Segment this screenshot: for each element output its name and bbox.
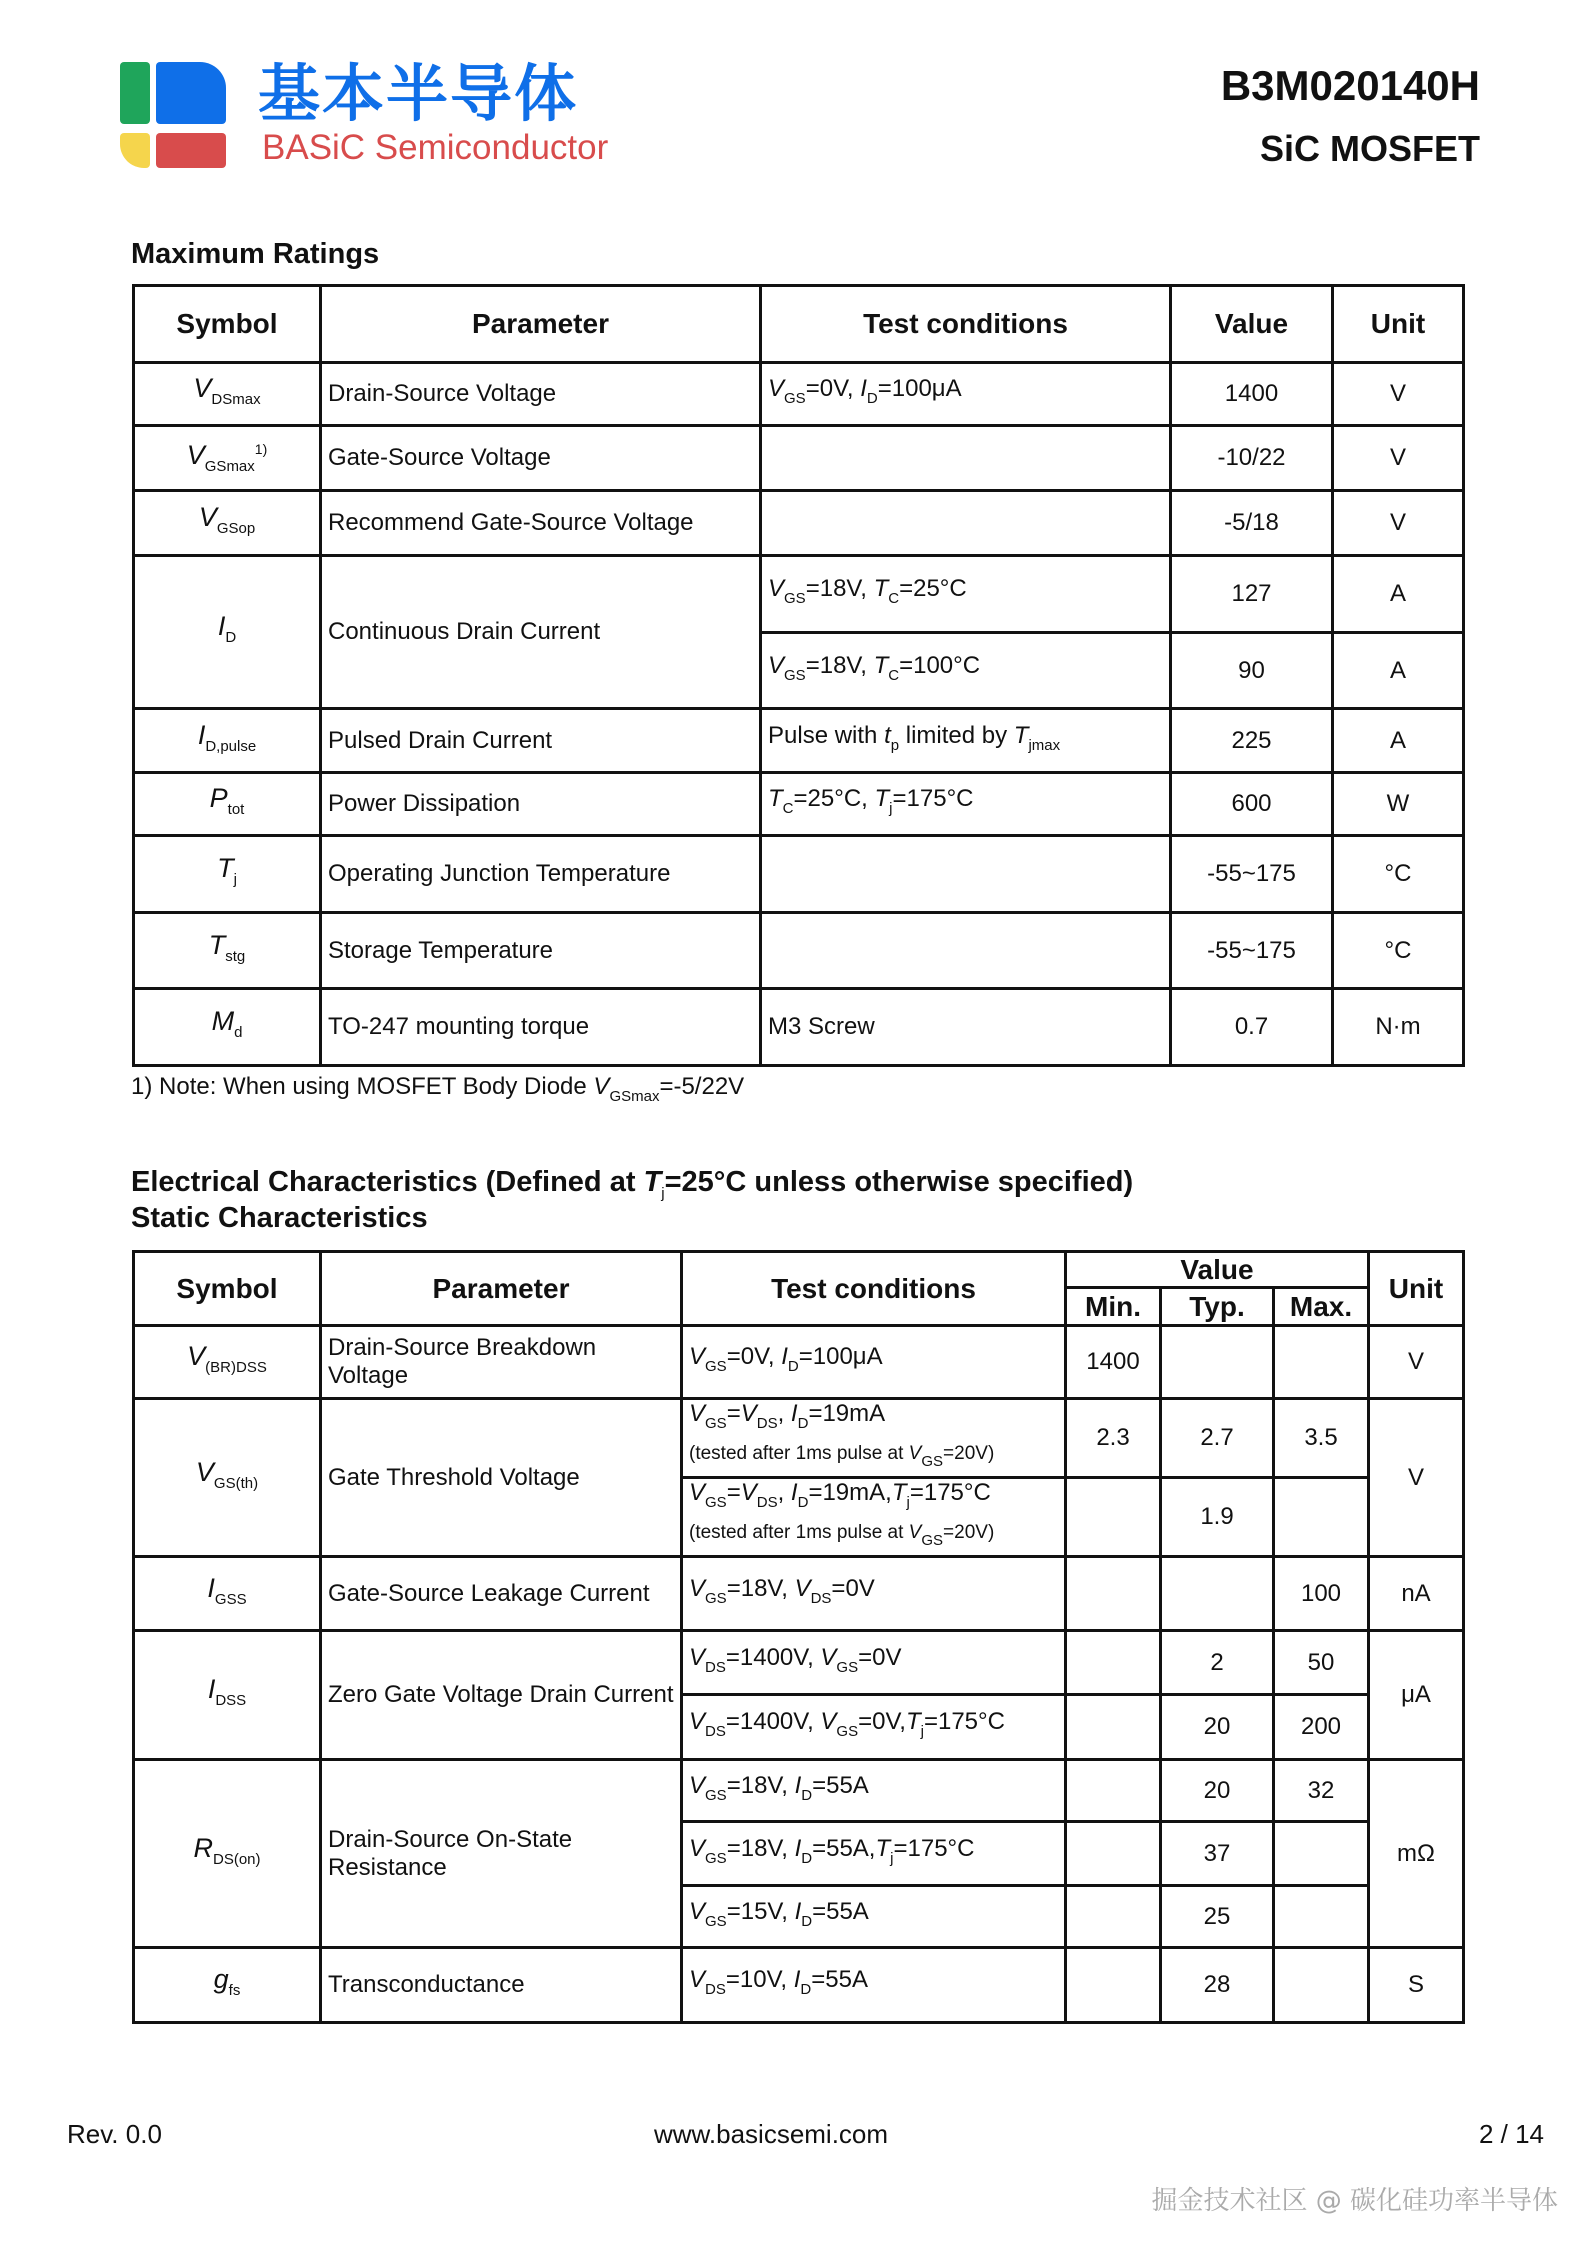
table-row bbox=[134, 773, 1464, 836]
unit-cell: °C bbox=[1333, 913, 1464, 989]
symbol-cell: $V_{GSmax}^{1)}$ bbox=[134, 426, 321, 491]
conditions-cell: $V_{GS}=0V$, $I_D=100\mu A$ bbox=[682, 1326, 1066, 1399]
parameter-cell: TO-247 mounting torque bbox=[321, 989, 761, 1066]
symbol-cell: $I_{GSS}$ bbox=[134, 1557, 321, 1631]
table-row bbox=[134, 1557, 1464, 1631]
symbol-cell: $V_{GSop}$ bbox=[134, 491, 321, 556]
logo-red-block bbox=[156, 133, 226, 168]
conditions-cell: Pulse with $t_p$ limited by $T_{jmax}$ bbox=[761, 709, 1171, 773]
value-cell: 600 bbox=[1171, 773, 1333, 836]
col-header-conditions: Test conditions bbox=[761, 286, 1171, 363]
table-row bbox=[134, 989, 1464, 1066]
conditions-cell: $V_{GS}=0V$, $I_D=100\mu A$ bbox=[761, 363, 1171, 426]
parameter-cell: Transconductance bbox=[321, 1948, 682, 2023]
conditions-cell: $V_{GS}=15V$, $I_D=55A$ bbox=[682, 1886, 1066, 1948]
brand-name-cn: 基本半导体 bbox=[258, 57, 579, 130]
parameter-cell: Recommend Gate-Source Voltage bbox=[321, 491, 761, 556]
col-header-parameter: Parameter bbox=[321, 1252, 682, 1326]
max-cell bbox=[1274, 1886, 1369, 1948]
unit-cell: V bbox=[1333, 363, 1464, 426]
col-header-unit: Unit bbox=[1369, 1252, 1464, 1326]
col-header-max: Max. bbox=[1274, 1288, 1369, 1326]
footnote: 1) Note: When using MOSFET Body Diode $V_{GSmax}=-5/22V$ bbox=[131, 1073, 745, 1105]
website-link[interactable]: www.basicsemi.com bbox=[654, 2119, 889, 2149]
typ-cell: 25 bbox=[1161, 1886, 1274, 1948]
unit-cell: A bbox=[1333, 709, 1464, 773]
min-cell bbox=[1066, 1557, 1161, 1631]
max-cell: 32 bbox=[1274, 1760, 1369, 1822]
parameter-cell: Zero Gate Voltage Drain Current bbox=[321, 1631, 682, 1760]
table-row bbox=[134, 1631, 1464, 1695]
max-cell bbox=[1274, 1948, 1369, 2023]
typ-cell: 1.9 bbox=[1161, 1478, 1274, 1557]
min-cell bbox=[1066, 1760, 1161, 1822]
unit-cell: °C bbox=[1333, 836, 1464, 913]
parameter-cell: Storage Temperature bbox=[321, 913, 761, 989]
symbol-cell: $g_{fs}$ bbox=[134, 1948, 321, 2023]
unit-cell: W bbox=[1333, 773, 1464, 836]
table-row bbox=[134, 426, 1464, 491]
max-cell: 3.5 bbox=[1274, 1399, 1369, 1478]
unit-cell: N·m bbox=[1333, 989, 1464, 1066]
symbol-cell: $I_{DSS}$ bbox=[134, 1631, 321, 1760]
unit-cell: nA bbox=[1369, 1557, 1464, 1631]
conditions-cell: $V_{GS}=V_{DS}$, $I_D=19mA,T_j=175^\circ C$ (tested after 1ms pulse at $V_{GS}=20V$) bbox=[682, 1478, 1066, 1557]
table-row bbox=[134, 913, 1464, 989]
section-subtitle-static: Static Characteristics bbox=[131, 1202, 428, 1234]
conditions-cell bbox=[761, 426, 1171, 491]
col-header-symbol: Symbol bbox=[134, 286, 321, 363]
max-cell: 100 bbox=[1274, 1557, 1369, 1631]
col-header-symbol: Symbol bbox=[134, 1252, 321, 1326]
parameter-cell: Gate-Source Voltage bbox=[321, 426, 761, 491]
unit-cell: V bbox=[1333, 491, 1464, 556]
logo-green-block bbox=[120, 62, 150, 124]
typ-cell: 20 bbox=[1161, 1760, 1274, 1822]
max-cell: 50 bbox=[1274, 1631, 1369, 1695]
table-row bbox=[134, 1760, 1464, 1822]
table-row bbox=[134, 1948, 1464, 2023]
table-row bbox=[134, 1399, 1464, 1478]
parameter-cell: Power Dissipation bbox=[321, 773, 761, 836]
revision-label: Rev. 0.0 bbox=[67, 2119, 162, 2149]
table-row bbox=[134, 836, 1464, 913]
conditions-cell: $V_{GS}=18V$, $I_D=55A,T_j=175^\circ C$ bbox=[682, 1822, 1066, 1886]
parameter-cell: Continuous Drain Current bbox=[321, 556, 761, 709]
watermark: 掘金技术社区 @ 碳化硅功率半导体 bbox=[1151, 2186, 1558, 2216]
value-cell: -5/18 bbox=[1171, 491, 1333, 556]
unit-cell: V bbox=[1369, 1399, 1464, 1557]
conditions-cell: $V_{GS}=18V$, $T_C=100^\circ C$ bbox=[761, 633, 1171, 709]
typ-cell bbox=[1161, 1326, 1274, 1399]
min-cell bbox=[1066, 1695, 1161, 1760]
logo-blue-block bbox=[156, 62, 226, 124]
parameter-cell: Drain-Source On-State Resistance bbox=[321, 1760, 682, 1948]
symbol-cell: $V_{DSmax}$ bbox=[134, 363, 321, 426]
max-cell bbox=[1274, 1326, 1369, 1399]
page-number: 2 / 14 bbox=[1478, 2119, 1544, 2149]
typ-cell: 2.7 bbox=[1161, 1399, 1274, 1478]
max-ratings-table bbox=[132, 284, 1465, 1067]
conditions-cell: $V_{GS}=18V$, $I_D=55A$ bbox=[682, 1760, 1066, 1822]
typ-cell bbox=[1161, 1557, 1274, 1631]
table-row bbox=[134, 363, 1464, 426]
col-header-value: Value bbox=[1171, 286, 1333, 363]
unit-cell: S bbox=[1369, 1948, 1464, 2023]
parameter-cell: Gate-Source Leakage Current bbox=[321, 1557, 682, 1631]
static-characteristics-table bbox=[132, 1250, 1465, 2024]
min-cell bbox=[1066, 1631, 1161, 1695]
min-cell bbox=[1066, 1948, 1161, 2023]
table-header-row bbox=[134, 1252, 1464, 1288]
conditions-cell: $V_{GS}=V_{DS}$, $I_D=19mA$ (tested after 1ms pulse at $V_{GS}=20V$) bbox=[682, 1399, 1066, 1478]
value-cell: -10/22 bbox=[1171, 426, 1333, 491]
parameter-cell: Pulsed Drain Current bbox=[321, 709, 761, 773]
typ-cell: 37 bbox=[1161, 1822, 1274, 1886]
brand-name-en: BASiC Semiconductor bbox=[262, 128, 609, 167]
device-type: SiC MOSFET bbox=[1259, 128, 1480, 169]
conditions-cell: $V_{GS}=18V$, $T_C=25^\circ C$ bbox=[761, 556, 1171, 633]
max-cell: 200 bbox=[1274, 1695, 1369, 1760]
min-cell: 2.3 bbox=[1066, 1399, 1161, 1478]
logo-yellow-block bbox=[120, 133, 150, 168]
unit-cell: mΩ bbox=[1369, 1760, 1464, 1948]
col-header-min: Min. bbox=[1066, 1288, 1161, 1326]
value-cell: 0.7 bbox=[1171, 989, 1333, 1066]
col-header-unit: Unit bbox=[1333, 286, 1464, 363]
conditions-cell: $V_{DS}=1400V$, $V_{GS}=0V,T_j=175^\circ C$ bbox=[682, 1695, 1066, 1760]
parameter-cell: Operating Junction Temperature bbox=[321, 836, 761, 913]
conditions-cell: $T_C=25^\circ C$, $T_j=175^\circ C$ bbox=[761, 773, 1171, 836]
unit-cell: μA bbox=[1369, 1631, 1464, 1760]
table-header-row bbox=[134, 286, 1464, 363]
symbol-cell: $V_{GS(th)}$ bbox=[134, 1399, 321, 1557]
min-cell bbox=[1066, 1886, 1161, 1948]
col-header-typ: Typ. bbox=[1161, 1288, 1274, 1326]
symbol-cell: $P_{tot}$ bbox=[134, 773, 321, 836]
value-cell: 127 bbox=[1171, 556, 1333, 633]
min-cell: 1400 bbox=[1066, 1326, 1161, 1399]
typ-cell: 28 bbox=[1161, 1948, 1274, 2023]
table-row bbox=[134, 491, 1464, 556]
min-cell bbox=[1066, 1478, 1161, 1557]
value-cell: -55~175 bbox=[1171, 913, 1333, 989]
part-number: B3M020140H bbox=[1220, 62, 1480, 109]
section-title-max-ratings: Maximum Ratings bbox=[131, 238, 380, 270]
parameter-cell: Gate Threshold Voltage bbox=[321, 1399, 682, 1557]
table-row bbox=[134, 1326, 1464, 1399]
col-header-parameter: Parameter bbox=[321, 286, 761, 363]
table-row bbox=[134, 556, 1464, 633]
typ-cell: 20 bbox=[1161, 1695, 1274, 1760]
typ-cell: 2 bbox=[1161, 1631, 1274, 1695]
unit-cell: A bbox=[1333, 633, 1464, 709]
value-cell: 225 bbox=[1171, 709, 1333, 773]
unit-cell: V bbox=[1333, 426, 1464, 491]
max-cell bbox=[1274, 1478, 1369, 1557]
conditions-cell: $V_{DS}=10V$, $I_D=55A$ bbox=[682, 1948, 1066, 2023]
symbol-cell: $T_j$ bbox=[134, 836, 321, 913]
value-cell: 1400 bbox=[1171, 363, 1333, 426]
col-header-conditions: Test conditions bbox=[682, 1252, 1066, 1326]
conditions-cell: $V_{GS}=18V$, $V_{DS}=0V$ bbox=[682, 1557, 1066, 1631]
parameter-cell: Drain-Source Voltage bbox=[321, 363, 761, 426]
conditions-cell: M3 Screw bbox=[761, 989, 1171, 1066]
section-title-electrical: Electrical Characteristics (Defined at $T_j=25^\circ C$ unless otherwise specified) bbox=[131, 1166, 1134, 1202]
symbol-cell: $T_{stg}$ bbox=[134, 913, 321, 989]
col-header-value: Value bbox=[1066, 1252, 1369, 1288]
value-cell: -55~175 bbox=[1171, 836, 1333, 913]
value-cell: 90 bbox=[1171, 633, 1333, 709]
symbol-cell: $M_d$ bbox=[134, 989, 321, 1066]
parameter-cell: Drain-Source Breakdown Voltage bbox=[321, 1326, 682, 1399]
conditions-cell: $V_{DS}=1400V$, $V_{GS}=0V$ bbox=[682, 1631, 1066, 1695]
max-cell bbox=[1274, 1822, 1369, 1886]
symbol-cell: $V_{(BR)DSS}$ bbox=[134, 1326, 321, 1399]
symbol-cell: $I_{D,pulse}$ bbox=[134, 709, 321, 773]
conditions-cell bbox=[761, 491, 1171, 556]
unit-cell: V bbox=[1369, 1326, 1464, 1399]
unit-cell: A bbox=[1333, 556, 1464, 633]
table-row bbox=[134, 709, 1464, 773]
symbol-cell: $R_{DS(on)}$ bbox=[134, 1760, 321, 1948]
min-cell bbox=[1066, 1822, 1161, 1886]
conditions-cell bbox=[761, 836, 1171, 913]
symbol-cell: $I_D$ bbox=[134, 556, 321, 709]
conditions-cell bbox=[761, 913, 1171, 989]
